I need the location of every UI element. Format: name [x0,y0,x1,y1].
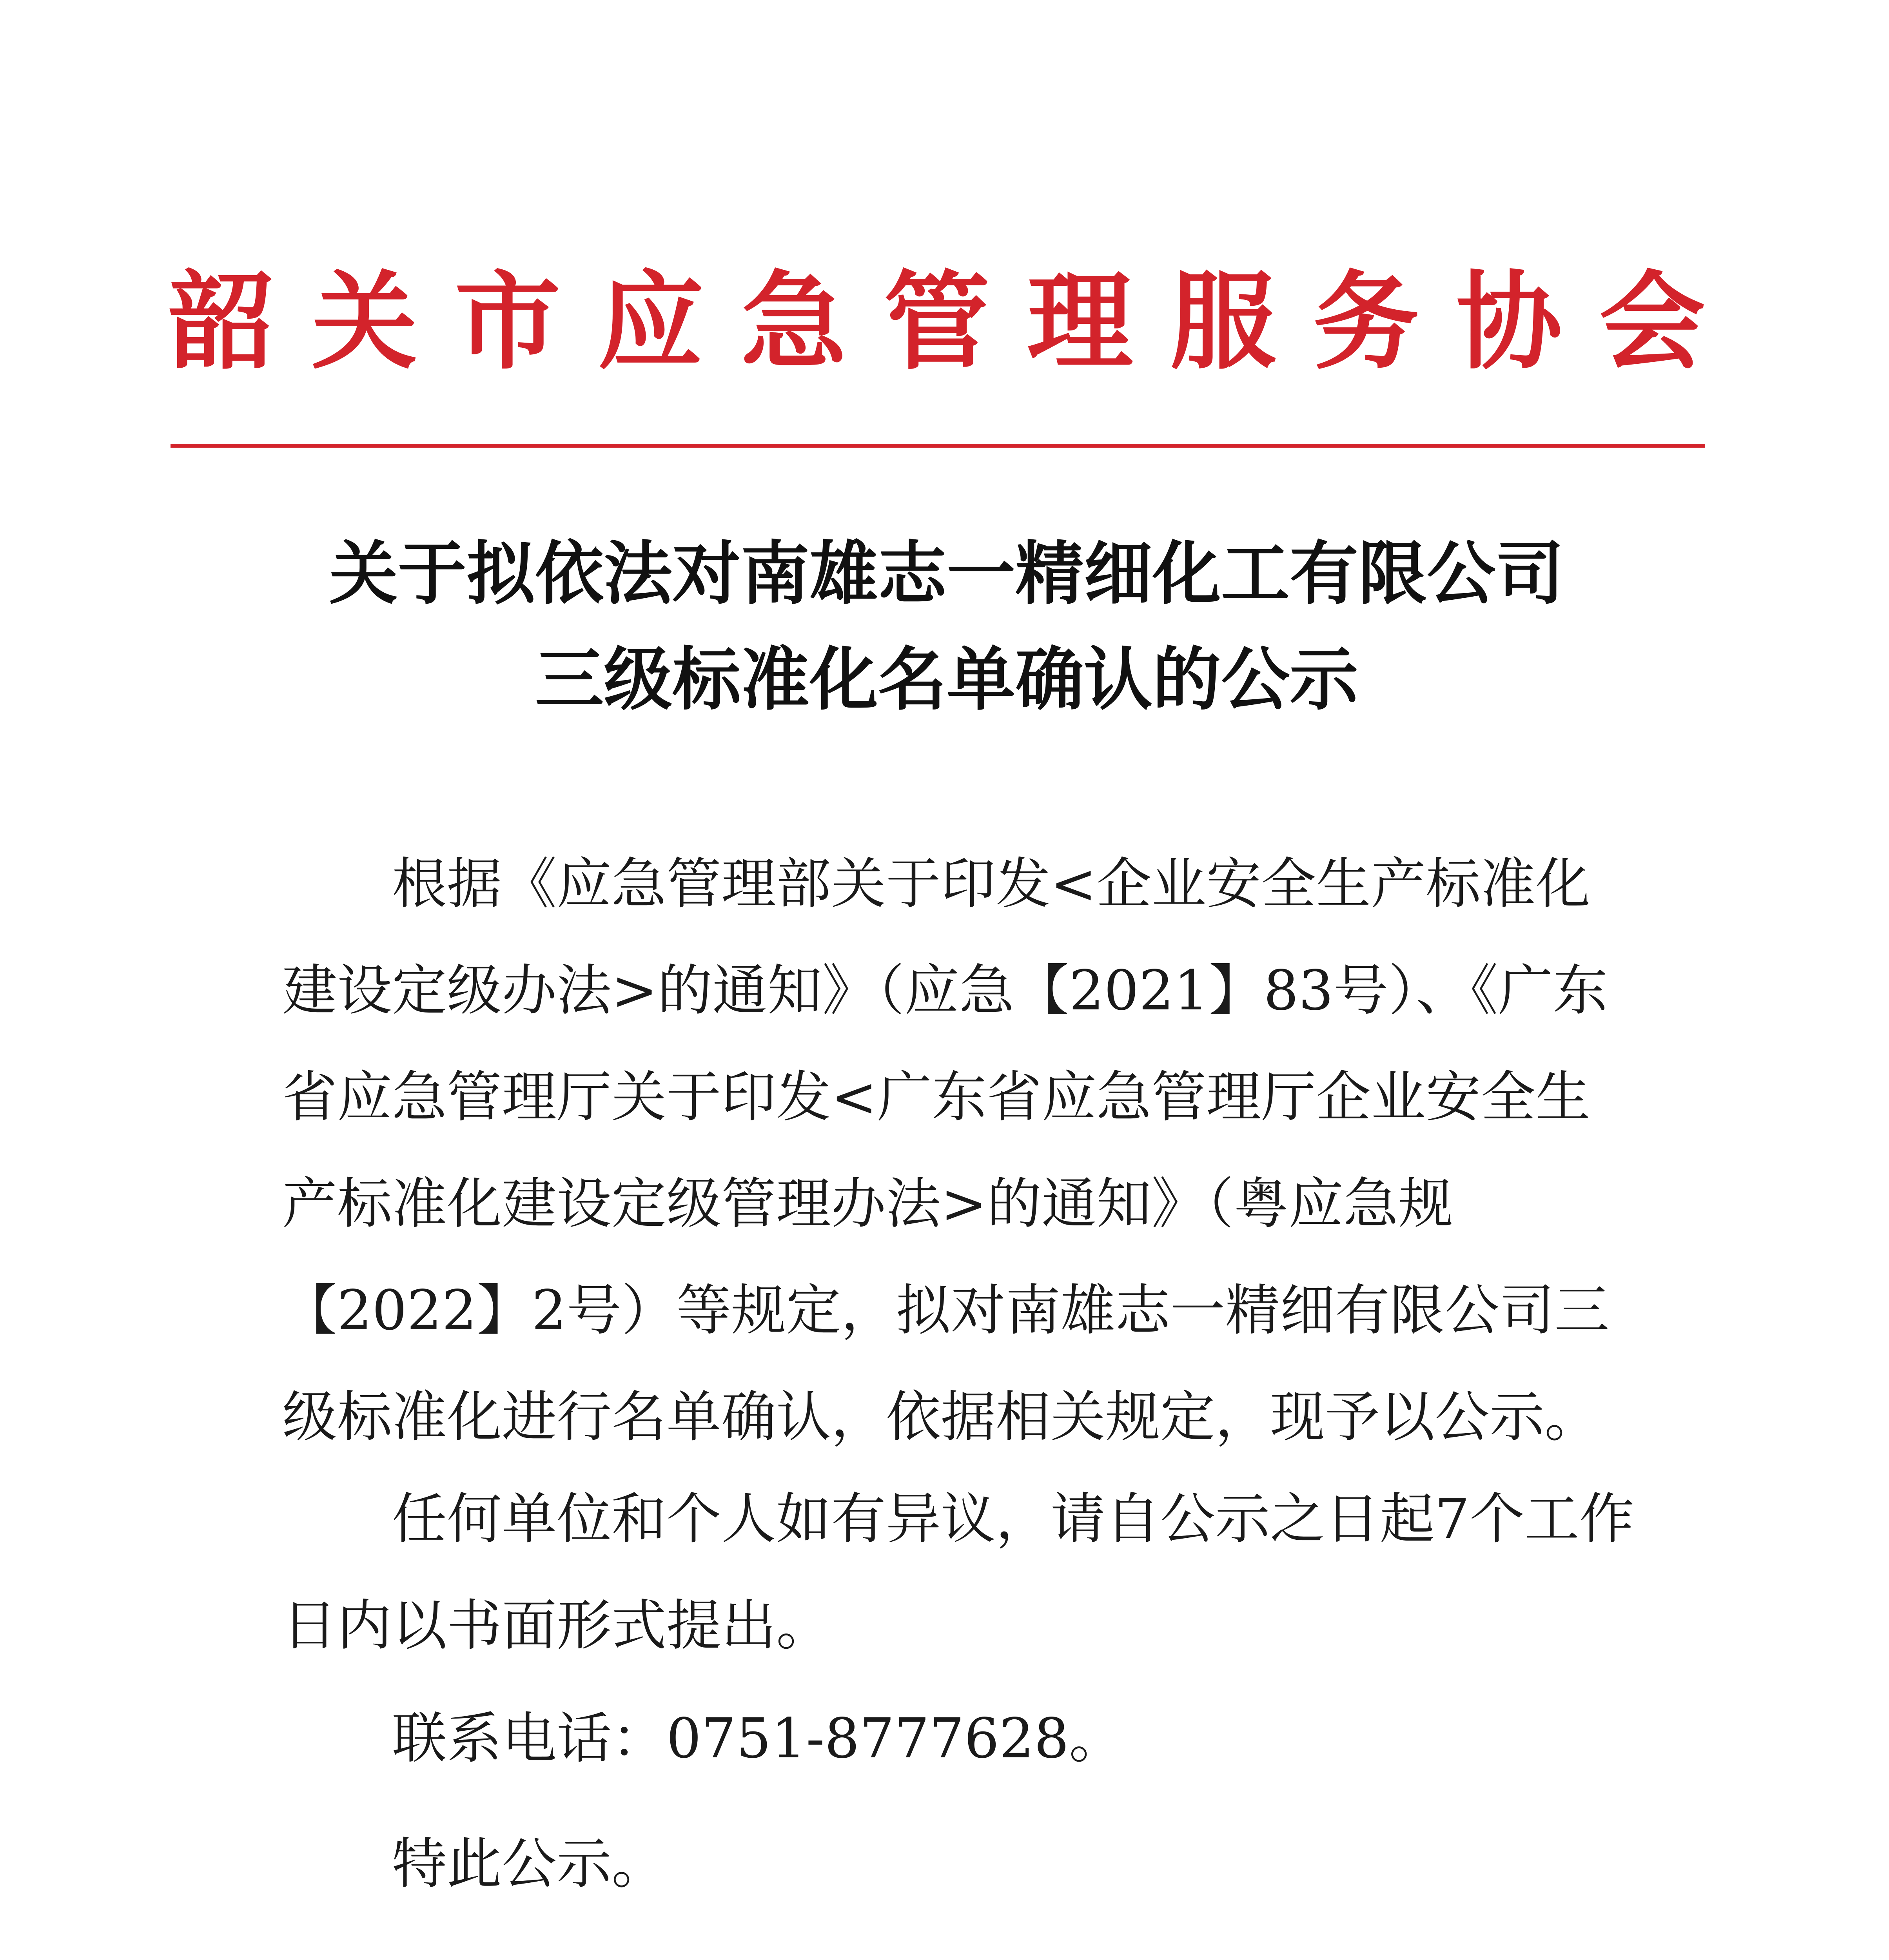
body-paragraph-objection: 任何单位和个人如有异议，请自公示之日起7个工作日内以书面形式提出。 [282,1487,1635,1658]
body-paragraph-closing: 特此公示。 [392,1832,667,1896]
body-paragraph-contact: 联系电话：0751-8777628。 [392,1707,1124,1771]
notice-title-line-2: 三级标准化名单确认的公示 [535,640,1358,720]
letterhead-org-name: 韶关市应急管理服务协会 [169,259,1742,384]
letterhead-divider [171,444,1705,448]
notice-title [165,521,1729,733]
notice-title-line-1: 关于拟依法对南雄志一精细化工有限公司 [329,534,1564,614]
body-paragraph-basis: 根据《应急管理部关于印发<企业安全生产标准化建设定级办法>的通知》（应急【2021】83号）、《广东省应急管理厅关于印发<广东省应急管理厅企业安全生产标准化建设定级管理办法>的通知》（粤应急规【2022】2号）等规定，拟对南雄志一精细有限公司三级标准化进行名单确认，依据相关规定，现予以公示。 [282,852,1610,1449]
